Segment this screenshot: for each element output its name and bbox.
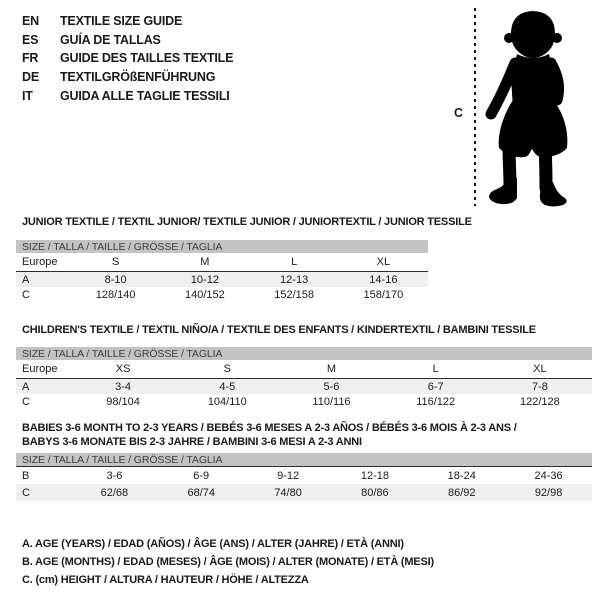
lang-row-it: [22, 86, 233, 105]
table-cell: 80/86: [361, 486, 389, 499]
column-header: XL: [376, 256, 391, 268]
table-cell: 128/140: [95, 289, 136, 301]
lang-row-es: [22, 31, 233, 50]
table-cell: 14-16: [369, 273, 398, 286]
size-header-bar: SIZE / TALLA / TAILLE / GRÖSSE / TAGLIA: [16, 453, 592, 467]
table-cell: 24-36: [534, 469, 563, 482]
baby-silhouette-image: [483, 8, 595, 208]
lang-code: IT: [22, 88, 33, 103]
row-label: C: [22, 396, 30, 408]
lang-row-de: [22, 68, 233, 87]
table-cell: 140/152: [184, 289, 225, 301]
footnote-age-months: B. AGE (MONTHS) / EDAD (MESES) / ÂGE (MOIS) / ALTER (MONATE) / ETÀ (MESI): [22, 556, 434, 568]
lang-label: GUÍA DE TALLAS: [60, 32, 161, 47]
table-title-line1: BABIES 3-6 MONTH TO 2-3 YEARS / BEBÉS 3-6 MESES A 2-3 AÑOS / BÉBÉS 3-6 MOIS À 2-3 ANS /: [22, 422, 517, 434]
column-header: Europe: [22, 363, 58, 375]
column-header: M: [326, 363, 337, 375]
language-title-block: [22, 12, 233, 105]
table-cell: 122/128: [520, 396, 560, 408]
footnote-height: C. (cm) HEIGHT / ALTURA / HAUTEUR / HÖHE / ALTEZZA: [22, 574, 309, 586]
row-label: C: [22, 289, 30, 301]
table-cell: 8-10: [104, 273, 127, 286]
table-title: CHILDREN'S TEXTILE / TEXTIL NIÑO/A / TEXTILE DES ENFANTS / KINDERTEXTIL / BAMBINI TESSILE: [22, 324, 536, 336]
table-cell: 12-18: [360, 469, 389, 482]
lang-label: GUIDE DES TAILLES TEXTILE: [60, 51, 234, 66]
column-header: Europe: [22, 256, 58, 268]
column-header: S: [111, 256, 120, 268]
lang-label: TEXTILGRÖßENFÜHRUNG: [60, 70, 216, 85]
table-row-age-months: [16, 467, 592, 484]
table-cell: 74/80: [274, 486, 302, 499]
lang-row-en: [22, 12, 233, 31]
height-measure-label: C: [454, 106, 464, 120]
table-cell: 158/170: [363, 289, 404, 301]
table-cell: 18-24: [447, 469, 476, 482]
table-cell: 6-9: [193, 469, 210, 482]
junior-textile-table: [16, 216, 472, 303]
column-header: M: [200, 256, 210, 268]
table-row-age: [16, 272, 428, 287]
column-header: L: [291, 256, 298, 268]
table-title-line2: BABYS 3-6 MONATE BIS 2-3 JAHRE / BAMBINI 3-6 MESI A 2-3 ANNI: [22, 435, 362, 448]
table-row-height: [16, 394, 592, 410]
table-cell: 12-13: [280, 273, 309, 286]
size-header-bar: SIZE / TALLA / TAILLE / GRÖSSE / TAGLIA: [16, 240, 428, 253]
childrens-textile-table: [16, 324, 592, 410]
table-cell: 116/122: [416, 396, 456, 408]
lang-code: FR: [22, 51, 39, 66]
table-cell: 86/92: [447, 486, 476, 499]
table-cell: 10-12: [190, 273, 219, 286]
table-row-age: [16, 379, 592, 394]
table-cell: 9-12: [277, 469, 300, 482]
table-cell: 4-5: [219, 380, 236, 393]
table-cell: 62/68: [100, 486, 129, 499]
size-header-bar: SIZE / TALLA / TAILLE / GRÖSSE / TAGLIA: [16, 347, 592, 360]
table-cell: 98/104: [106, 396, 140, 408]
lang-label: GUIDA ALLE TAGLIE TESSILI: [60, 88, 230, 103]
footnote-age-years: A. AGE (YEARS) / EDAD (AÑOS) / ÂGE (ANS) / ALTER (JAHRE) / ETÀ (ANNI): [22, 538, 404, 550]
table-cell: 3-4: [115, 380, 132, 393]
table-cell: 7-8: [531, 380, 548, 393]
row-label: A: [22, 273, 30, 286]
column-header: XS: [115, 363, 131, 375]
row-label: A: [22, 380, 30, 393]
table-cell: 68/74: [187, 486, 215, 499]
row-label: C: [22, 486, 30, 499]
row-label: B: [22, 469, 30, 482]
table-row-height: [16, 484, 592, 501]
column-header-row: [16, 360, 592, 379]
table-cell: 5-6: [323, 380, 340, 393]
table-cell: 104/110: [207, 396, 247, 408]
lang-code: EN: [22, 14, 39, 29]
table-row-height: [16, 287, 428, 303]
lang-code: DE: [22, 70, 39, 85]
table-cell: 110/116: [312, 396, 351, 408]
column-header: S: [223, 363, 231, 375]
height-measure-dashed-line: [474, 8, 476, 206]
table-title: JUNIOR TEXTILE / TEXTIL JUNIOR/ TEXTILE JUNIOR / JUNIORTEXTIL / JUNIOR TESSILE: [22, 216, 472, 228]
babies-textile-table: [16, 422, 592, 501]
table-cell: 92/98: [534, 486, 563, 499]
column-header: L: [432, 363, 439, 375]
table-cell: 152/158: [274, 289, 314, 301]
lang-code: ES: [22, 32, 39, 47]
lang-row-fr: [22, 49, 233, 68]
table-cell: 6-7: [427, 380, 444, 393]
footnote-legend: [22, 538, 434, 592]
column-header: XL: [533, 363, 547, 375]
column-header-row: [16, 253, 428, 272]
lang-label: TEXTILE SIZE GUIDE: [60, 14, 183, 29]
table-cell: 3-6: [106, 469, 123, 482]
